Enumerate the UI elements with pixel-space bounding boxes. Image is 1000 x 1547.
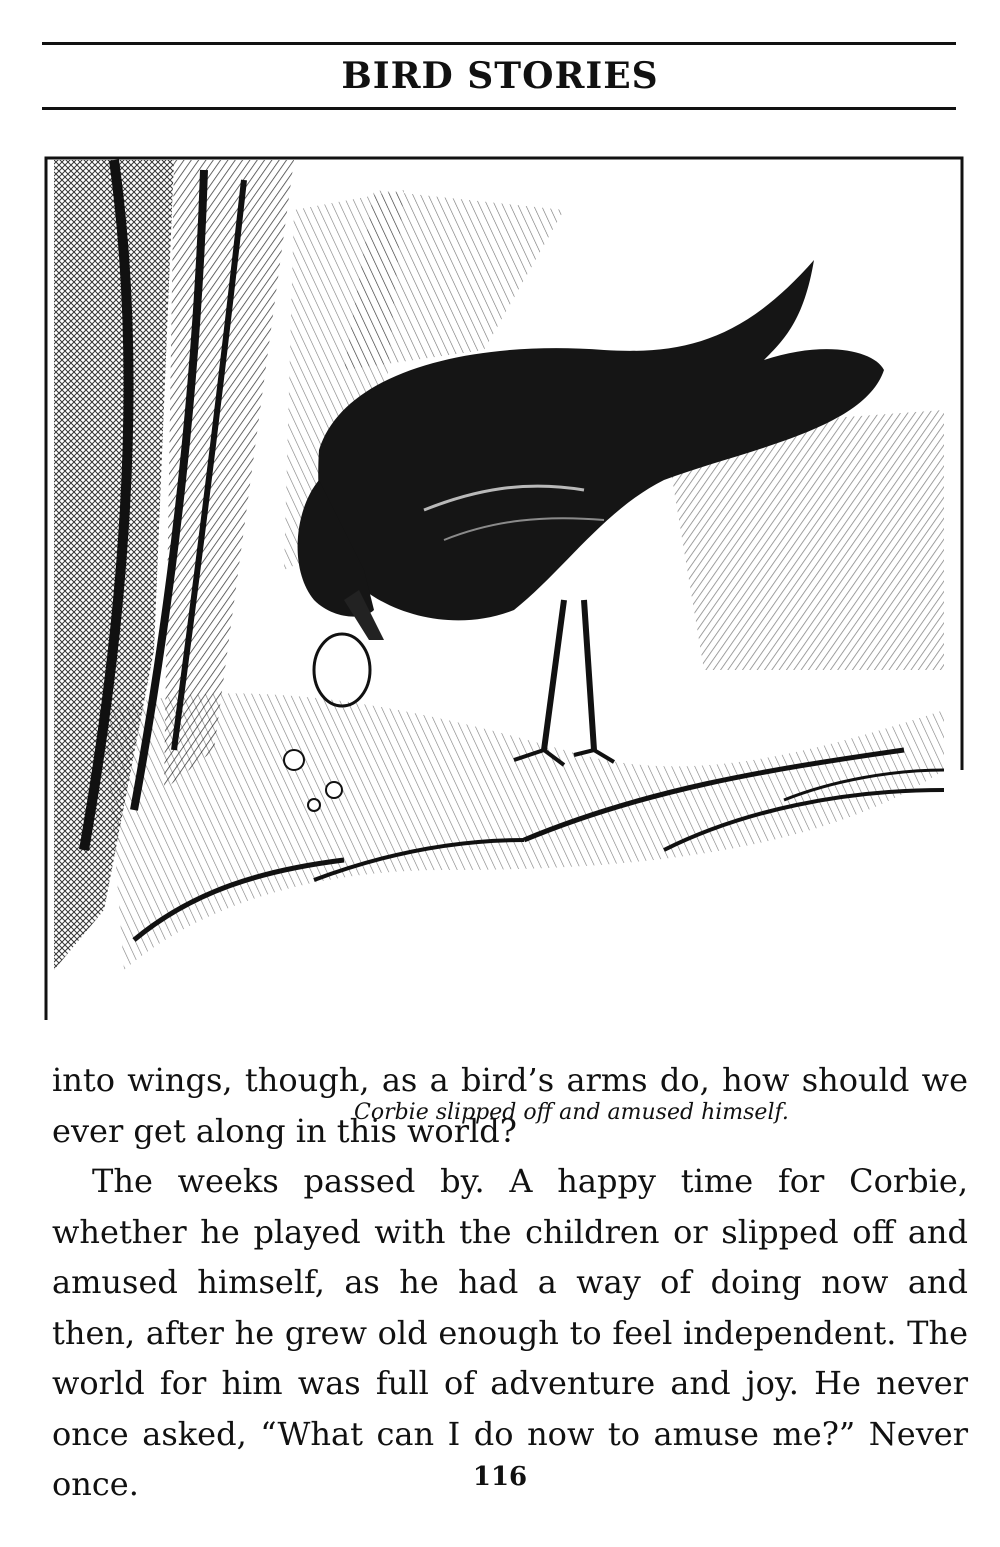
- paragraph: into wings, though, as a bird’s arms do, how should we ever get along in this world?: [52, 1061, 968, 1150]
- running-title: BIRD STORIES: [341, 55, 659, 97]
- page-number: 116: [472, 1462, 528, 1492]
- crow-illustration: [44, 150, 964, 1030]
- body-text: [52, 1055, 968, 1510]
- header-rule-bottom: [42, 107, 956, 110]
- figure-caption: Corbie slipped off and amused himself.: [354, 1100, 789, 1125]
- header-rule-top: [42, 42, 956, 45]
- paragraph: The weeks passed by. A happy time for Corbie, whether he played with the children or slipped off and amused himself, as he had a way of doing now and then, after he grew old enough to feel independent. The world for him was full of adventure and joy. He never once asked, “What can I do now to amuse me?” Never once.: [52, 1162, 968, 1503]
